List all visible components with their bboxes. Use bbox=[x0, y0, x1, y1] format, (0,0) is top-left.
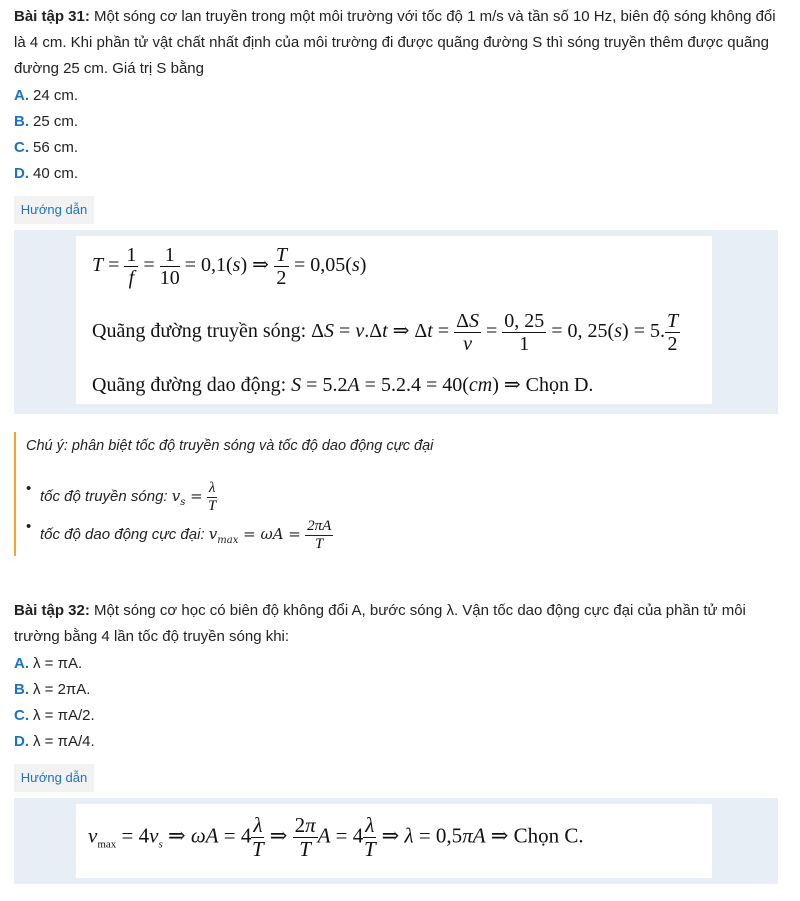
ex32-option-d[interactable]: D. λ = πA/4. bbox=[14, 733, 95, 750]
note-title: Chú ý: phân biệt tốc độ truyền sóng và tốc độ dao động cực đại bbox=[26, 438, 434, 454]
ex32-option-a[interactable]: A. λ = πA. bbox=[14, 655, 83, 672]
note-bullet-wave-speed: • tốc độ truyền sóng: $v_s$ = $\frac{\lambda}{T}$ bbox=[40, 480, 217, 514]
ex31-formula-period: T = $\frac{1}{f}$ = $\frac{1}{10}$ = 0,1(s) ⇒ $\frac{T}{2}$ = 0,05(s) bbox=[92, 244, 367, 289]
ex31-sol-line2-label: Quãng đường truyền sóng: bbox=[92, 320, 307, 343]
ex32-sol-end: Chọn C. bbox=[513, 823, 584, 848]
ex31-solution-panel bbox=[14, 230, 778, 414]
ex31-sol-line3-end: Chọn D. bbox=[525, 374, 594, 396]
ex32-text-line2: trường bằng 4 lần tốc độ truyền sóng khi: bbox=[14, 628, 290, 645]
ex32-question bbox=[14, 598, 786, 650]
ex32-option-b[interactable]: B. λ = 2πA. bbox=[14, 681, 91, 698]
ex31-guide-button[interactable]: Hướng dẫn bbox=[14, 196, 94, 224]
ex31-solution-image bbox=[76, 236, 712, 404]
ex32-solution-image bbox=[76, 804, 712, 878]
ex32-formula: $v_{max} = 4v_s$ ⇒ ωA = 4 $\frac{\lambda}{T}$ ⇒ $\frac{2\pi}{T}$ A = 4 $\frac{\lambda}{T}$ ⇒ λ = 0,5πA ⇒ Chọn C. bbox=[88, 813, 584, 862]
ex31-option-a[interactable]: A. 24 cm. bbox=[14, 87, 79, 104]
ex31-sol-line3-label: Quãng đường dao động: bbox=[92, 374, 287, 396]
ex32-text-line1: Một sóng cơ học có biên độ không đổi A, bước sóng λ. Vận tốc dao động cực đại của phần tử môi bbox=[94, 602, 746, 619]
ex31-text-line3: đường 25 cm. Giá trị S bằng bbox=[14, 60, 204, 77]
ex32-solution-panel bbox=[14, 798, 778, 884]
ex31-text-line1: Một sóng cơ lan truyền trong một môi trường với tốc độ 1 m/s và tần số 10 Hz, biên độ sóng không đổi bbox=[94, 8, 776, 25]
ex32-option-c[interactable]: C. λ = πA/2. bbox=[14, 707, 95, 724]
ex31-option-c[interactable]: C. 56 cm. bbox=[14, 139, 79, 156]
ex31-label: Bài tập 31: bbox=[14, 8, 90, 25]
ex31-question bbox=[14, 4, 786, 82]
ex31-option-b[interactable]: B. 25 cm. bbox=[14, 113, 79, 130]
ex31-text-line2: là 4 cm. Khi phần tử vật chất nhất định của môi trường đi được quãng đường S thì sóng truyền thêm được quãng bbox=[14, 34, 769, 51]
ex32-guide-button[interactable]: Hướng dẫn bbox=[14, 764, 94, 792]
ex31-option-d[interactable]: D. 40 cm. bbox=[14, 165, 79, 182]
note-bullet-max-velocity: • tốc độ dao động cực đại: $v_{max} = \omega A$ = $\frac{2\pi A}{T}$ bbox=[40, 518, 333, 552]
ex32-label: Bài tập 32: bbox=[14, 602, 90, 619]
ex31-formula-wave-distance: Quãng đường truyền sóng: ΔS = v.Δt ⇒ Δt = $\frac{\Delta S}{v}$ = $\frac{0, 25}{1}$ = 0, 25(s) = 5. $\frac{T}{2}$ bbox=[92, 310, 679, 355]
ex31-formula-oscillation-distance: Quãng đường dao động: S = 5.2A = 5.2.4 = 40(cm) ⇒ Chọn D. bbox=[92, 374, 594, 396]
